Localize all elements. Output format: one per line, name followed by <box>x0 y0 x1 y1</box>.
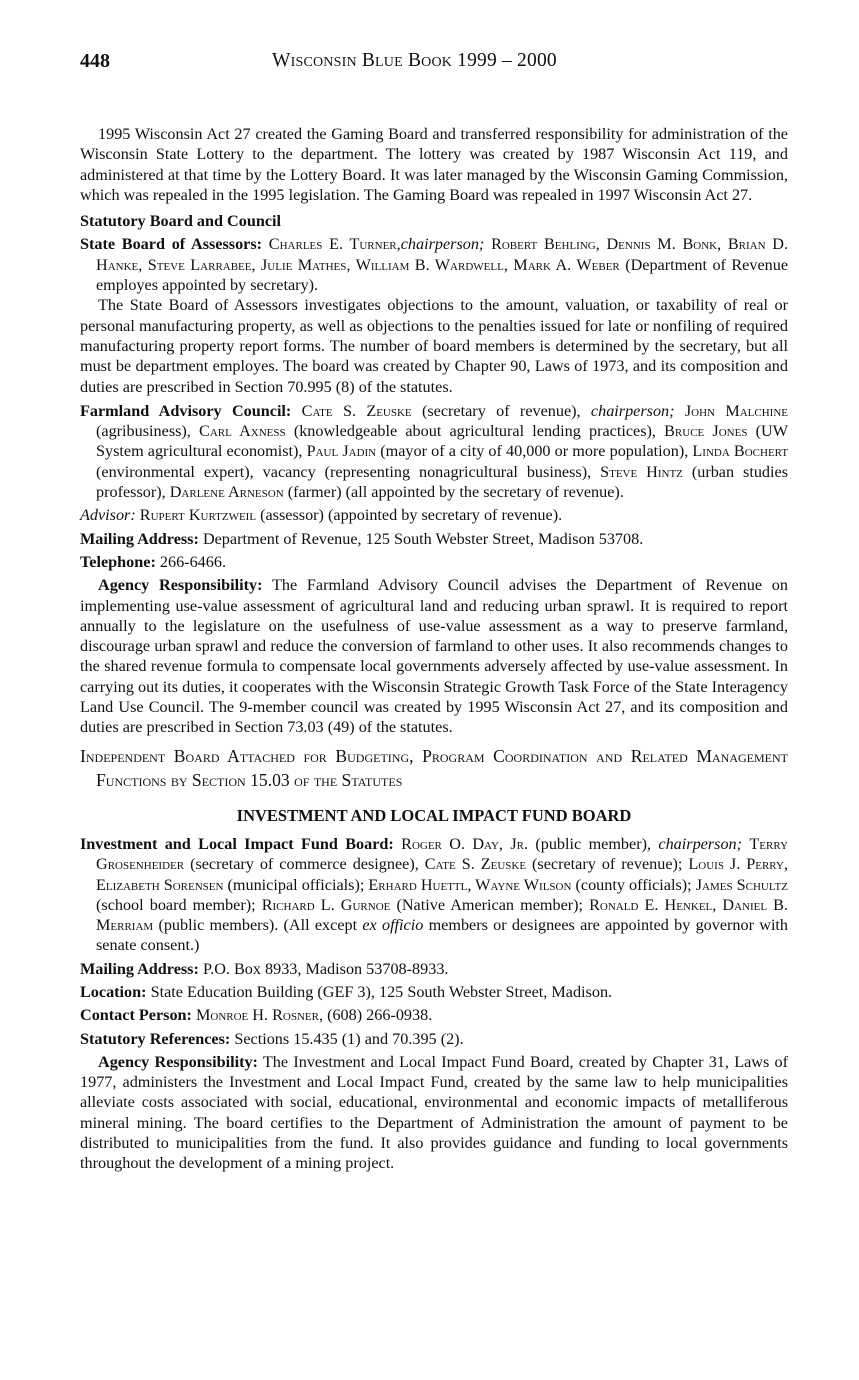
investment-chair-name: Roger O. Day, Jr. <box>401 834 528 853</box>
investment-member-name: Ronald E. Henkel, Daniel B. Merriam <box>96 895 789 935</box>
investment-member-name: Terry Grosenheider <box>96 834 789 874</box>
farmland-chair-role: chairperson; <box>590 401 675 420</box>
farmland-member-name: John Malchine <box>684 401 788 420</box>
farmland-telephone <box>80 552 788 572</box>
farmland-member-name: Steve Hintz <box>600 462 683 481</box>
farmland-advisor <box>80 505 788 525</box>
agency-text: The Investment and Local Impact Fund Board, created by Chapter 31, Laws of 1977, administers the Investment and Local Impact Fund, created by the same law to help municipalities alleviate costs associated with social, educational, environmental and economic impacts of metalliferous mineral mining. The board certifies to the Department of Administration the amount of payment to be distributed to municipalities from the fund. It also provides guidance and funding to local governments throughout the development of a mining project. <box>80 1052 788 1173</box>
farmland-entry <box>80 401 788 502</box>
page-content <box>80 124 788 1174</box>
location-value: State Education Building (GEF 3), 125 South Webster Street, Madison. <box>150 982 613 1001</box>
assessors-description: The State Board of Assessors investigates objections to the amount, valuation, or taxability of real or personal manufacturing property, as well as objections to the penalties issued for late or nonfiling of required manufacturing property report forms. The number of board members is determined by the secretary, but all must be department employes. The board was created by Chapter 90, Laws of 1973, and its composition and duties are prescribed in Section 70.995 (8) of the statutes. <box>80 296 788 396</box>
telephone-label: Telephone: <box>80 552 156 571</box>
farmland-member-desc: (urban studies professor), <box>96 462 789 502</box>
investment-member-name: Richard L. Gurnoe <box>261 895 391 914</box>
investment-member-name: James Schultz <box>695 875 788 894</box>
assessors-members: Robert Behling, Dennis M. Bonk, Brian D. Hanke, Steve Larrabee, Julie Mathes, William B. Wardwell, Mark A. Weber <box>96 235 789 274</box>
intro-paragraph: 1995 Wisconsin Act 27 created the Gaming Board and transferred responsibility for administration of the Wisconsin State Lottery to the department. The lottery was created by 1987 Wisconsin Act 119, and administered at that time by the Lottery Board. It was later managed by the Wisconsin Gaming Commission, which was repealed in the 1995 legislation. The Gaming Board was repealed in 1997 Wisconsin Act 27. <box>80 125 788 204</box>
assessors-entry <box>80 234 788 295</box>
farmland-member-name: Bruce Jones <box>664 422 748 441</box>
advisor-label: Advisor: <box>80 506 136 525</box>
mailing-label: Mailing Address: <box>80 529 199 548</box>
location-label: Location: <box>80 982 147 1001</box>
page-header <box>80 50 788 74</box>
agency-text: The Farmland Advisory Council advises the Department of Revenue on implementing use-value assessment of agricultural land and reducing urban sprawl. It is required to report annually to the legislature on the usefulness of use-value assessment as a way to preserve farmland, discourage urban sprawl and reduce the conversion of farmland to other uses. It also recommends changes to the shared revenue formula to compensate local governments adversely affected by use-value assessment. In carrying out its duties, it cooperates with the Wisconsin Strategic Growth Task Force of the State Interagency Land Use Council. The 9-member council was created by 1995 Wisconsin Act 27, and its composition and duties are prescribed in Section 73.03 (49) of the statutes. <box>80 576 788 737</box>
farmland-member-desc: (environmental expert), vacancy (representing nonagricultural business), <box>96 462 592 481</box>
investment-location <box>80 982 788 1002</box>
farmland-member-desc: (agribusiness), <box>96 422 191 441</box>
investment-chair-role: chairperson; <box>658 834 743 853</box>
contact-phone: (608) 266-0938. <box>327 1006 433 1025</box>
agency-label: Agency Responsibility: <box>98 576 263 595</box>
mailing-value: Department of Revenue, 125 South Webster Street, Madison 53708. <box>202 529 644 548</box>
statutory-value: Sections 15.435 (1) and 70.395 (2). <box>234 1029 464 1048</box>
farmland-member-name: Linda Bochert <box>692 442 789 461</box>
contact-label: Contact Person: <box>80 1006 192 1025</box>
investment-agency-responsibility <box>80 1052 788 1174</box>
assessors-chair-role: chairperson; <box>400 235 485 254</box>
investment-member-desc: (secretary of revenue); <box>532 855 683 874</box>
ex-officio: ex officio <box>362 916 424 935</box>
mailing-label: Mailing Address: <box>80 959 199 978</box>
advisor-desc: (assessor) (appointed by secretary of revenue). <box>260 506 563 525</box>
investment-member-desc: (Native American member); <box>396 895 584 914</box>
farmland-label: Farmland Advisory Council: <box>80 401 292 420</box>
attached-board-heading: Independent Board Attached for Budgeting, Program Coordination and Related Management Functions by Section 15.03 of the Statutes <box>80 745 788 790</box>
farmland-member-desc: (knowledgeable about agricultural lending practices), <box>293 422 656 441</box>
investment-tail: members or designees are appointed by governor with senate consent.) <box>96 916 789 955</box>
running-title: Wisconsin Blue Book 1999 – 2000 <box>272 50 557 71</box>
statutory-heading: Statutory Board and Council <box>80 212 282 231</box>
contact-name: Monroe H. Rosner, <box>195 1006 324 1025</box>
investment-contact <box>80 1005 788 1025</box>
investment-chair-desc: (public member), <box>535 834 652 853</box>
farmland-member-desc: (UW System agricultural economist), <box>96 422 788 461</box>
investment-member-desc: (county officials); <box>575 875 692 894</box>
investment-board-title: INVESTMENT AND LOCAL IMPACT FUND BOARD <box>236 805 632 825</box>
farmland-member-name: Paul Jadin <box>306 442 377 461</box>
page-number: 448 <box>80 50 110 72</box>
farmland-member-desc: (farmer) (all appointed by the secretary of revenue). <box>287 483 624 502</box>
investment-member-desc: (municipal officials); <box>227 875 365 894</box>
farmland-member-desc: (mayor of a city of 40,000 or more population), <box>380 442 689 461</box>
farmland-member-name: Carl Axness <box>199 422 286 441</box>
investment-statutory-references <box>80 1029 788 1049</box>
investment-member-name: Louis J. Perry, Elizabeth Sorensen <box>96 855 789 894</box>
farmland-agency-responsibility <box>80 575 788 737</box>
investment-member-desc: (secretary of commerce designee), <box>190 855 419 874</box>
advisor-name: Rupert Kurtzweil <box>139 506 257 525</box>
statutory-label: Statutory References: <box>80 1029 231 1048</box>
assessors-label: State Board of Assessors: <box>80 235 263 254</box>
telephone-value: 266-6466. <box>159 552 226 571</box>
investment-member-name: Cate S. Zeuske <box>424 855 527 874</box>
agency-label: Agency Responsibility: <box>98 1052 258 1071</box>
investment-mailing-address <box>80 959 788 979</box>
farmland-member-desc: (secretary of revenue), <box>421 401 581 420</box>
assessors-chair-name: Charles E. Turner, <box>268 235 401 254</box>
mailing-value: P.O. Box 8933, Madison 53708-8933. <box>202 959 449 978</box>
farmland-mailing-address <box>80 529 788 549</box>
assessors-appointment: (Department of Revenue employes appointed by secretary). <box>96 255 788 295</box>
investment-member-desc: (school board member); <box>96 895 256 914</box>
farmland-member-name: Darlene Arneson <box>169 483 284 502</box>
investment-entry <box>80 834 788 956</box>
investment-member-desc: (public members). (All except <box>158 916 358 935</box>
investment-label: Investment and Local Impact Fund Board: <box>80 834 394 853</box>
investment-member-name: Erhard Huettl, Wayne Wilson <box>368 875 572 894</box>
farmland-member-name: Cate S. Zeuske <box>301 401 412 420</box>
